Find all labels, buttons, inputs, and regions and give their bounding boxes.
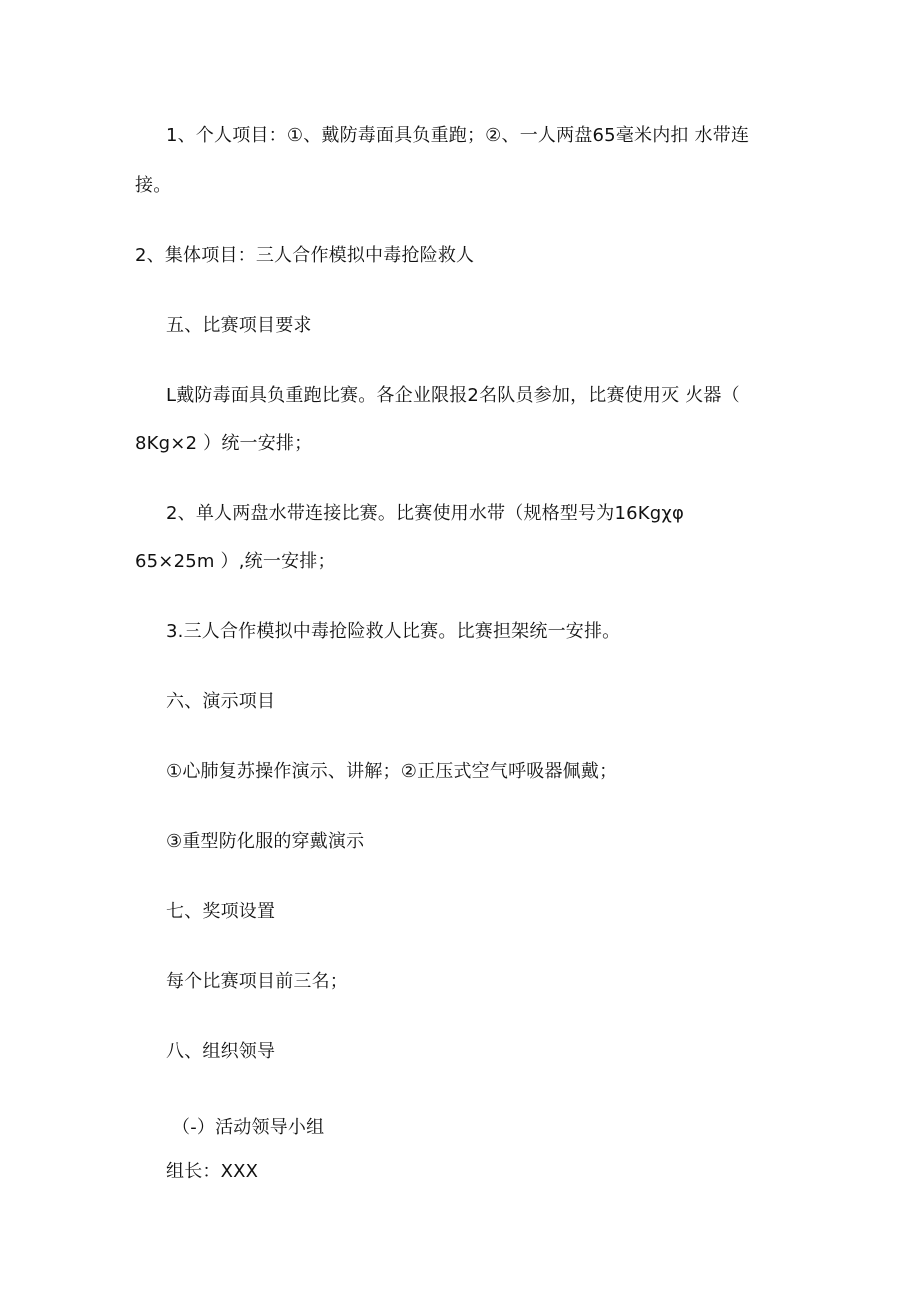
paragraph-rule-3: 3.三人合作模拟中毒抢险救人比赛。比赛担架统一安排。 (166, 621, 621, 642)
heading-section-7: 七、奖项设置 (166, 901, 276, 922)
paragraph-individual-items-cont: 接。 (135, 175, 172, 196)
paragraph-rule-1-cont: 8Kg×2 ）统一安排； (135, 433, 313, 454)
paragraph-demo-2: ③重型防化服的穿戴演示 (166, 831, 365, 852)
paragraph-rule-1: L戴防毒面具负重跑比赛。各企业限报2名队员参加，比赛使用灭 火器（ (166, 385, 740, 406)
subheading-leadership-group: （-）活动领导小组 (172, 1117, 325, 1138)
paragraph-demo-1: ①心肺复苏操作演示、讲解；②正压式空气呼吸器佩戴； (166, 761, 618, 782)
heading-section-8: 八、组织领导 (166, 1041, 276, 1062)
heading-section-5: 五、比赛项目要求 (166, 315, 312, 336)
paragraph-group-leader: 组长：XXX (166, 1161, 259, 1182)
paragraph-awards: 每个比赛项目前三名； (166, 971, 348, 992)
paragraph-group-items: 2、集体项目：三人合作模拟中毒抢险救人 (135, 245, 475, 266)
heading-section-6: 六、演示项目 (166, 691, 276, 712)
paragraph-rule-2: 2、单人两盘水带连接比赛。比赛使用水带（规格型号为16Kgχφ (166, 503, 685, 524)
paragraph-rule-2-cont: 65×25m ）,统一安排； (135, 551, 336, 572)
paragraph-individual-items: 1、个人项目：①、戴防毒面具负重跑；②、一人两盘65毫米内扣 水带连 (166, 125, 750, 146)
